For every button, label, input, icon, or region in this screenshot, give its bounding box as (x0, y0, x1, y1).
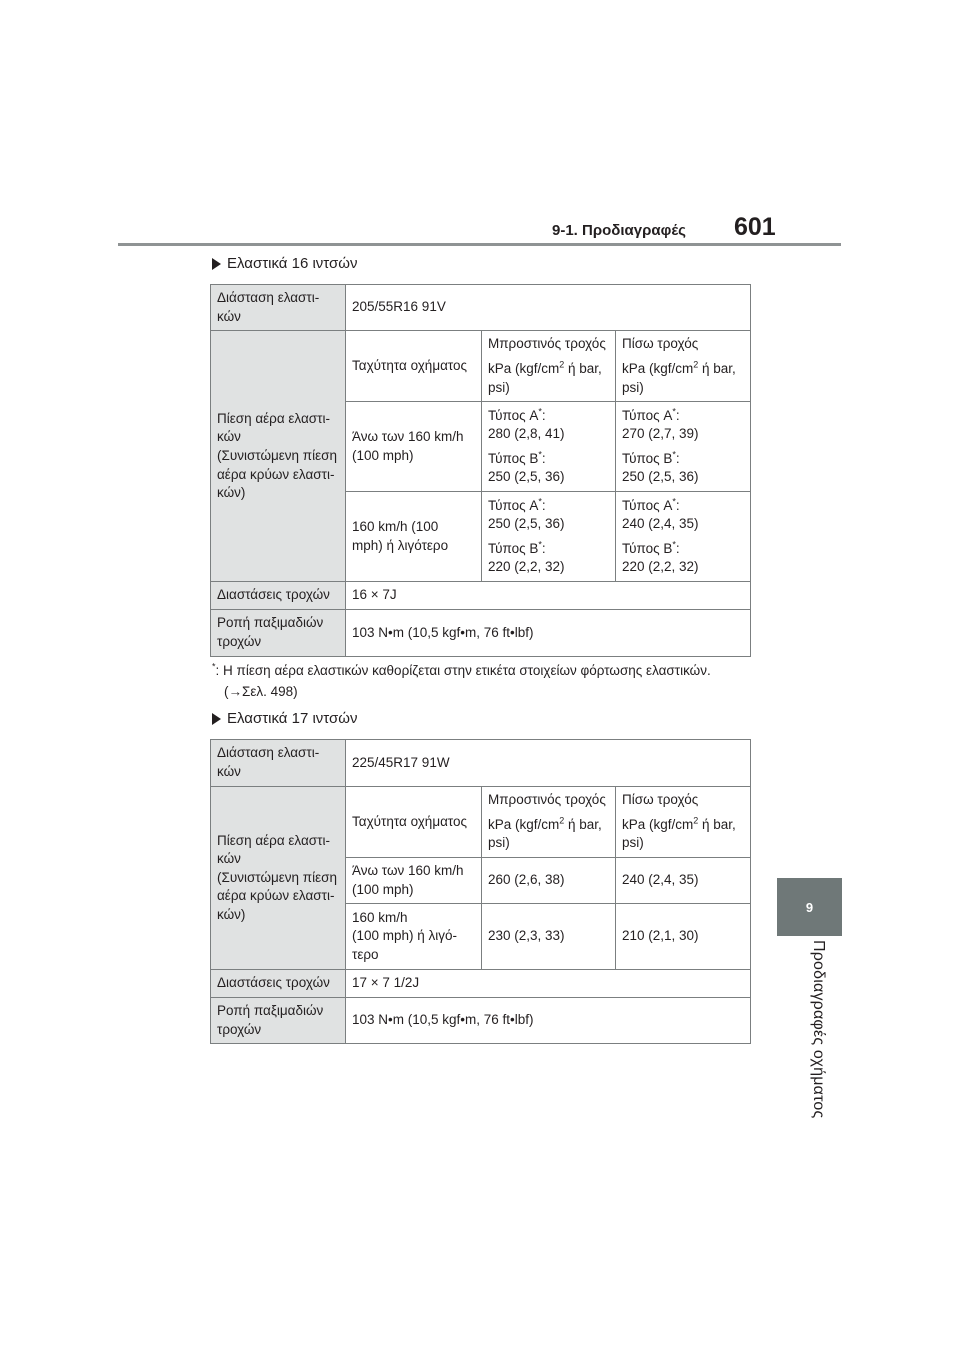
chapter-title: Προδιαγραφές οχήματος (810, 940, 827, 1119)
front-header-unit-psi: psi) (488, 379, 510, 395)
speed-header: Ταχύτητα οχήματος (346, 331, 482, 402)
rear-wheel-header: Πίσω τροχός kPa ($kgf/cm^2$ ή bar, psi) (616, 787, 751, 858)
table-row (211, 331, 751, 402)
speed-cell: Άνω των 160 km/h (100 mph) (346, 402, 482, 492)
rear-pressure-cell: Τύπος A*: 240 (2,4, 35) Τύπος B*: 220 (2,2, 32) (616, 492, 751, 582)
table-row (211, 740, 751, 787)
torque-value: 103 N•m (10,5 kgf•m, 76 ft•lbf) (346, 998, 751, 1044)
pressure-label (211, 331, 346, 582)
footnote (212, 661, 752, 703)
table-row (211, 582, 751, 610)
front-header-unit: kPa ($kgf/cm^2$ ή bar, (488, 359, 602, 376)
header-rule (118, 243, 841, 246)
torque-label: Ροπή παξιμαδιών τροχών (211, 998, 346, 1044)
table-row (211, 610, 751, 656)
rear-pressure-cell: 240 (2,4, 35) (616, 857, 751, 903)
speed-cell: 160 km/h (100 mph) ή λιγότερο (346, 492, 482, 582)
wheel-size-value: 17 × 7 1/2J (346, 970, 751, 998)
tire-size-value: 225/45R17 91W (346, 740, 751, 787)
triangle-bullet-icon (212, 258, 221, 270)
subheading-16-inch (212, 255, 358, 272)
rear-wheel-header (616, 331, 751, 402)
table-row (211, 787, 751, 858)
front-wheel-header: Μπροστινός τροχός kPa ($kgf/cm^2$ ή bar, psi) (482, 787, 616, 858)
tire-size-label (211, 285, 346, 331)
pressure-label-text: Πίεση αέρα ελαστι- κών (Συνιστώμενη πίεση αέρα κρύων ελαστι- κών) (217, 410, 337, 501)
tire-size-label: Διάσταση ελαστι- κών (211, 740, 346, 787)
front-pressure-cell: Τύπος A*: 280 (2,8, 41) Τύπος B*: 250 (2,5, 36) (482, 402, 616, 492)
wheel-size-value: 16 × 7J (346, 582, 751, 610)
front-pressure-cell: 230 (2,3, 33) (482, 904, 616, 970)
rear-header-title: Πίσω τροχός (622, 336, 699, 352)
subheading-17-inch (212, 710, 358, 727)
rear-pressure-cell: 210 (2,1, 30) (616, 904, 751, 970)
wheel-size-label: Διαστάσεις τροχών (211, 582, 346, 610)
spec-table-17-inch (210, 739, 751, 1044)
speed-cell: 160 km/h (100 mph) ή λιγό- τερο (346, 904, 482, 970)
footnote-text: *: Η πίεση αέρα ελαστικών καθορίζεται στην ετικέτα στοιχείων φόρτωσης ελαστικών. (212, 661, 711, 678)
torque-label: Ροπή παξιμαδιών τροχών (211, 610, 346, 656)
section-title: 9-1. Προδιαγραφές (552, 222, 686, 239)
chapter-number: 9 (805, 899, 814, 915)
rear-header-unit: kPa ($kgf/cm^2$ ή bar, (622, 359, 736, 376)
front-pressure-cell: 260 (2,6, 38) (482, 857, 616, 903)
table-row (211, 998, 751, 1044)
spec-table-16-inch (210, 284, 751, 657)
tire-size-label-text: Διάσταση ελαστι- κών (217, 290, 320, 324)
subheading-16-text: Ελαστικά 16 ιντσών (227, 255, 358, 272)
page-number: 601 (734, 213, 776, 241)
speed-cell: Άνω των 160 km/h (100 mph) (346, 857, 482, 903)
footnote-page-ref: (→Σελ. 498) (224, 683, 298, 699)
speed-header: Ταχύτητα οχήματος (346, 787, 482, 858)
front-header-title: Μπροστινός τροχός (488, 336, 606, 352)
wheel-size-label: Διαστάσεις τροχών (211, 970, 346, 998)
chapter-tab (777, 878, 842, 936)
front-wheel-header (482, 331, 616, 402)
front-pressure-cell: Τύπος A*: 250 (2,5, 36) Τύπος B*: 220 (2,2, 32) (482, 492, 616, 582)
torque-value: 103 N•m (10,5 kgf•m, 76 ft•lbf) (346, 610, 751, 656)
subheading-17-text: Ελαστικά 17 ιντσών (227, 710, 358, 727)
tire-size-value: 205/55R16 91V (346, 285, 751, 331)
table-row (211, 970, 751, 998)
rear-pressure-cell: Τύπος A*: 270 (2,7, 39) Τύπος B*: 250 (2,5, 36) (616, 402, 751, 492)
pressure-label: Πίεση αέρα ελαστι- κών (Συνιστώμενη πίεση αέρα κρύων ελαστι- κών) (211, 787, 346, 970)
table-row (211, 285, 751, 331)
rear-header-unit-psi: psi) (622, 379, 644, 395)
triangle-bullet-icon (212, 713, 221, 725)
